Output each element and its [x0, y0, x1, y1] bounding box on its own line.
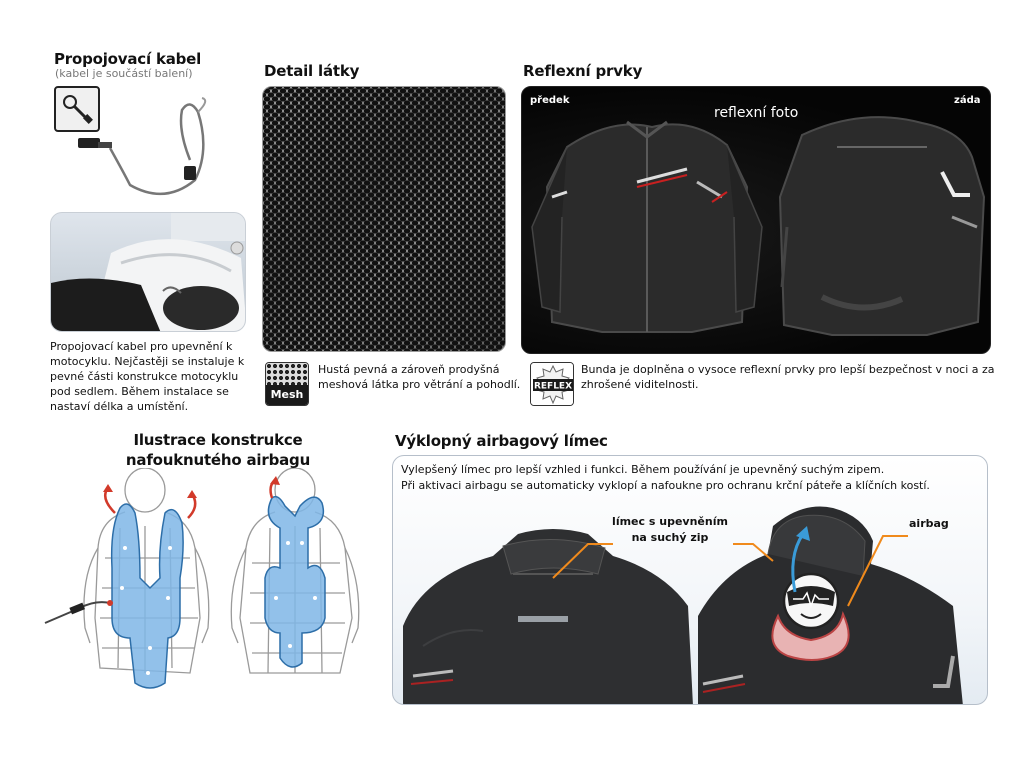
airbag-callout-label: airbag [909, 517, 949, 530]
collar-panel [392, 455, 988, 705]
mesh-badge-label: Mesh [266, 385, 308, 405]
reflex-badge-label: REFLEX [533, 381, 573, 392]
reflex-title: Reflexní prvky [523, 62, 643, 80]
cable-subtitle: (kabel je součástí balení) [55, 67, 193, 80]
illustration-title: Ilustrace konstrukce nafouknutého airbagu [125, 431, 311, 469]
reflex-label-back: záda [954, 95, 981, 106]
mesh-badge-icon [265, 362, 309, 406]
collar-description-line2: Při aktivaci airbagu se automaticky vyklopí a nafoukne pro ochranu krční páteře a klíčních kostí. [401, 479, 930, 492]
motorcycle-photo [50, 212, 246, 332]
reflex-description: Bunda je doplněna o vysoce reflexní prvky pro lepší bezpečnost v noci a za zhrošené viditelnosti. [581, 363, 995, 391]
mesh-fabric-photo [262, 86, 506, 352]
cable-drawing [70, 90, 240, 210]
fabric-description: Hustá pevná a zároveň prodyšná meshová látka pro větrání a pohodlí. [318, 363, 521, 391]
reflex-photo-caption: reflexní foto [714, 105, 799, 121]
collar-title: Výklopný airbagový límec [395, 432, 608, 450]
cable-title: Propojovací kabel [54, 50, 202, 68]
reflex-photo [521, 86, 991, 354]
cable-description: Propojovací kabel pro upevnění k motocyklu. Nejčastěji se instaluje k pevné části konstrukce motocyklu pod sedlem. Během instalace se nastaví délka a umístění. [50, 340, 245, 413]
fabric-title: Detail látky [264, 62, 360, 80]
reflex-badge-icon [530, 362, 574, 406]
collar-description-line1: Vylepšený límec pro lepší vzhled i funkci. Během používání je upevněný suchým zipem. [401, 463, 885, 476]
airbag-illustration [40, 468, 380, 700]
reflex-label-front: předek [530, 95, 570, 106]
collar-callout-label: límec s upevněním na suchý zip [612, 515, 728, 544]
